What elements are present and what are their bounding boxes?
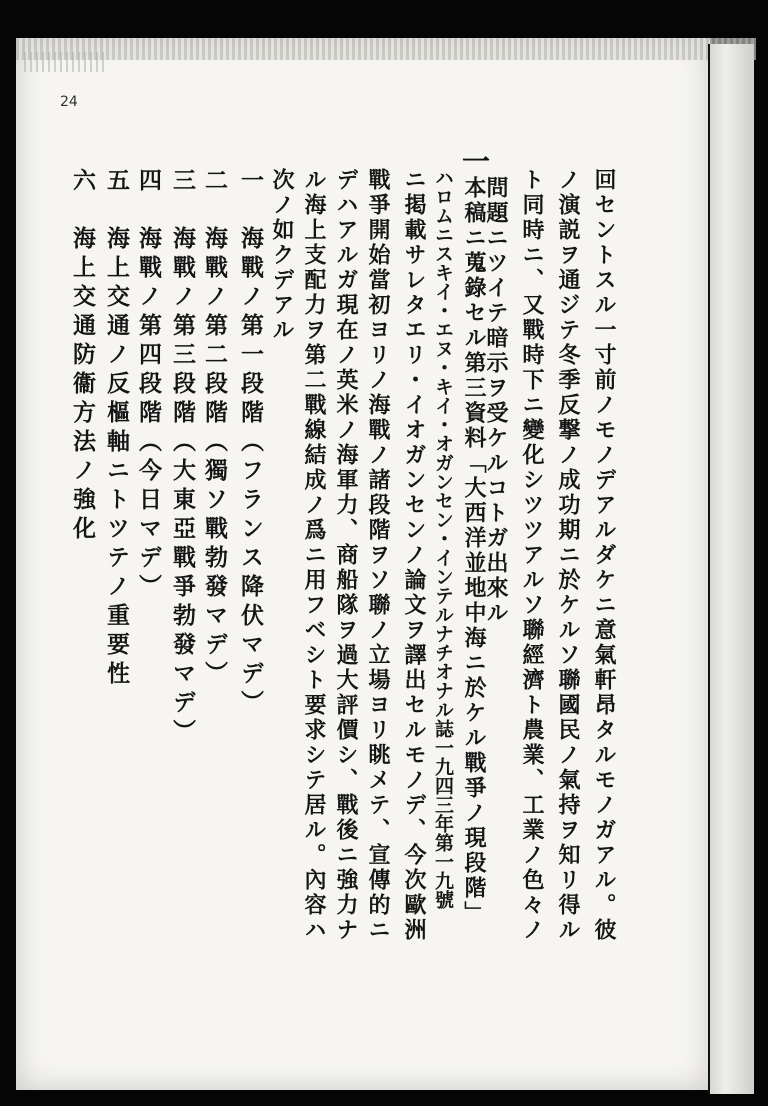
list-item-2: 二 海戰ノ第二段階（獨ソ戰勃發マデ） <box>201 168 228 690</box>
text-column-8: 戰爭開始當初ヨリノ海戰ノ諸段階ヲソ聯ノ立場ヨリ眺メテ、宣傳的ニ <box>365 168 391 943</box>
list-item-3: 三 海戰ノ第三段階（大東亞戰爭勃發マデ） <box>169 168 196 748</box>
text-column-11: 次ノ如クデアル <box>269 168 295 343</box>
text-column-3: ト同時ニ、又戰時下ニ變化シツツアルソ聯經濟ト農業、工業ノ色々ノ <box>519 168 545 943</box>
text-column-1: 回セントスル一寸前ノモノデアルダケニ意氣軒昂タルモノガアル。彼 <box>591 168 617 943</box>
corner-mark <box>24 52 104 72</box>
list-item-1: 一 海戰ノ第一段階（フランス降伏マデ） <box>237 168 264 719</box>
scan-top-band <box>16 38 756 60</box>
text-column-10: ル海上支配力ヲ第二戰線結成ノ爲ニ用フベシト要求シテ居ル。內容ハ <box>301 168 327 943</box>
page-edge <box>708 44 754 1094</box>
text-column-2: ノ演説ヲ通ジテ冬季反撃ノ成功期ニ於ケルソ聯國民ノ氣持ヲ知リ得ル <box>555 168 581 943</box>
text-column-4: 問題ニツイテ暗示ヲ受ケルコトガ出來ル <box>483 176 509 626</box>
text-column-7: ニ掲載サレタエリ・イオガンセンノ論文ヲ譯出セルモノデ、今次歐洲 <box>401 168 427 943</box>
list-item-5: 五 海上交通ノ反樞軸ニトツテノ重要性 <box>103 168 130 690</box>
text-column-6: ハロムニスキイ・エヌ・キイ・オガンセン・インテルナチオナル誌一九四三年第一九號 <box>432 168 454 909</box>
list-item-6: 六 海上交通防衞方法ノ強化 <box>69 168 96 545</box>
section-mark: 一 <box>462 145 491 178</box>
list-item-4: 四 海戰ノ第四段階（今日マデ） <box>135 168 162 603</box>
page-number: 24 <box>60 94 78 110</box>
text-column-5: 本稿ニ蒐錄セル第三資料「大西洋並地中海ニ於ケル戰爭ノ現段階」 <box>461 176 487 926</box>
text-column-9: デハアルガ現在ノ英米ノ海軍力、商船隊ヲ過大評價シ、戰後ニ強力ナ <box>333 168 359 943</box>
